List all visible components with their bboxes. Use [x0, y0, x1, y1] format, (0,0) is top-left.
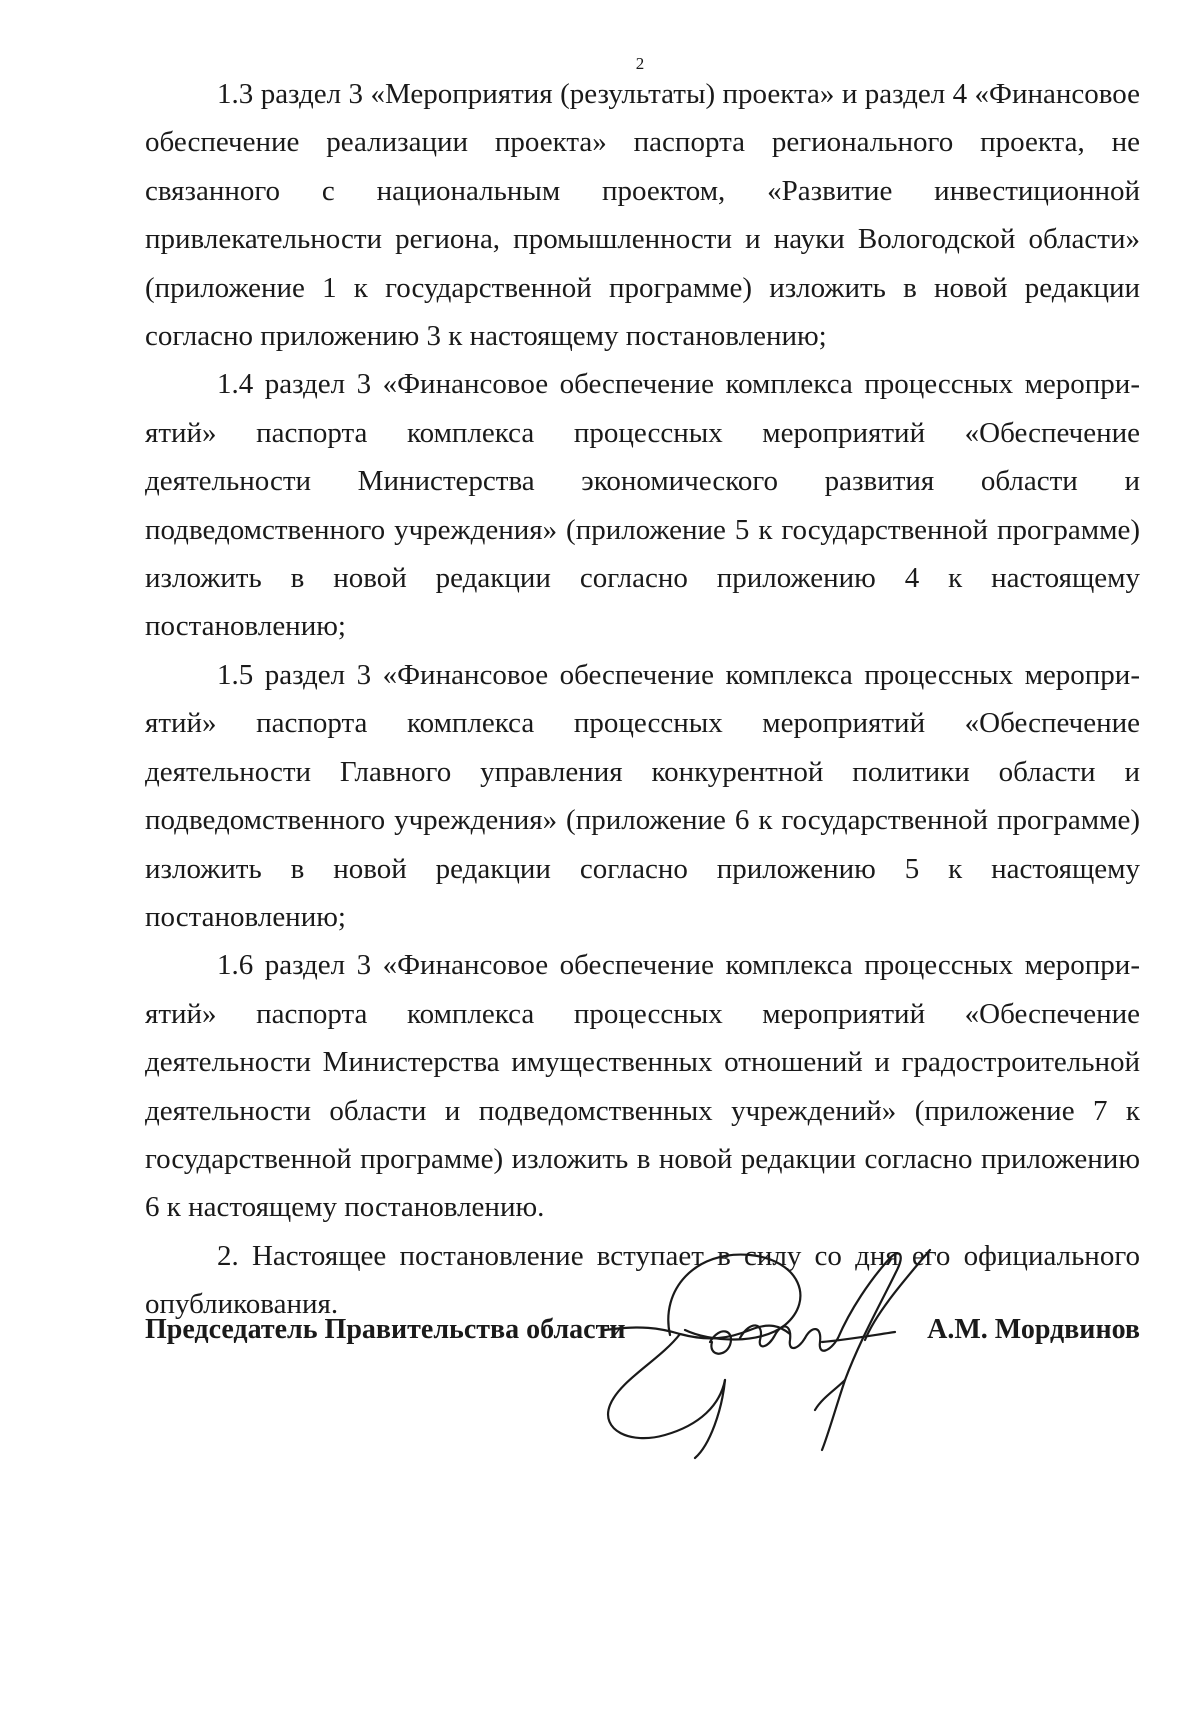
- paragraph-1-5: 1.5 раздел 3 «Финансовое обеспечение комплекса процессных мероприятий» паспорта комплекса процессных мероприятий «Обеспечение деятельности Главного управления конкурентной политики области и подведомственного учреждения» (приложение 6 к государственной программе) изложить в новой редакции согласно приложению 5 к настоящему постановлению;: [145, 658, 1140, 933]
- signature-block: [145, 1314, 1140, 1354]
- paragraph-1-6: 1.6 раздел 3 «Финансовое обеспечение комплекса процессных мероприятий» паспорта комплекса процессных мероприятий «Обеспечение деятельности Министерства имущественных отношений и градостроительной деятельности области и подведомственных учреждений» (приложение 7 к государственной программе) изложить в новой редакции согласно приложению 6 к настоящему постановлению.: [145, 949, 1140, 1224]
- signer-name: А.М. Мордвинов: [927, 1314, 1140, 1345]
- paragraph-1-3: 1.3 раздел 3 «Мероприятия (результаты) проекта» и раздел 4 «Финансовое обеспечение реализации проекта» паспорта регионального проекта, не связанного с национальным проектом, «Развитие инвестиционной привлекательности региона, промышленности и науки Вологодской области» (приложение 1 к государственной программе) изложить в новой редакции согласно приложению 3 к настоящему постановлению;: [145, 78, 1140, 353]
- signer-position: Председатель Правительства области: [145, 1314, 626, 1345]
- page-number: 2: [635, 54, 645, 73]
- paragraph-2: 2. Настоящее постановление вступает в силу со дня его официального опубликования.: [145, 1239, 1140, 1321]
- paragraph-1-4: 1.4 раздел 3 «Финансовое обеспечение комплекса процессных мероприятий» паспорта комплекса процессных мероприятий «Обеспечение деятельности Министерства экономического развития области и подведомственного учреждения» (приложение 5 к государственной программе) изложить в новой редакции согласно приложению 4 к настоящему постановлению;: [145, 368, 1140, 643]
- document-body: [145, 70, 1140, 1329]
